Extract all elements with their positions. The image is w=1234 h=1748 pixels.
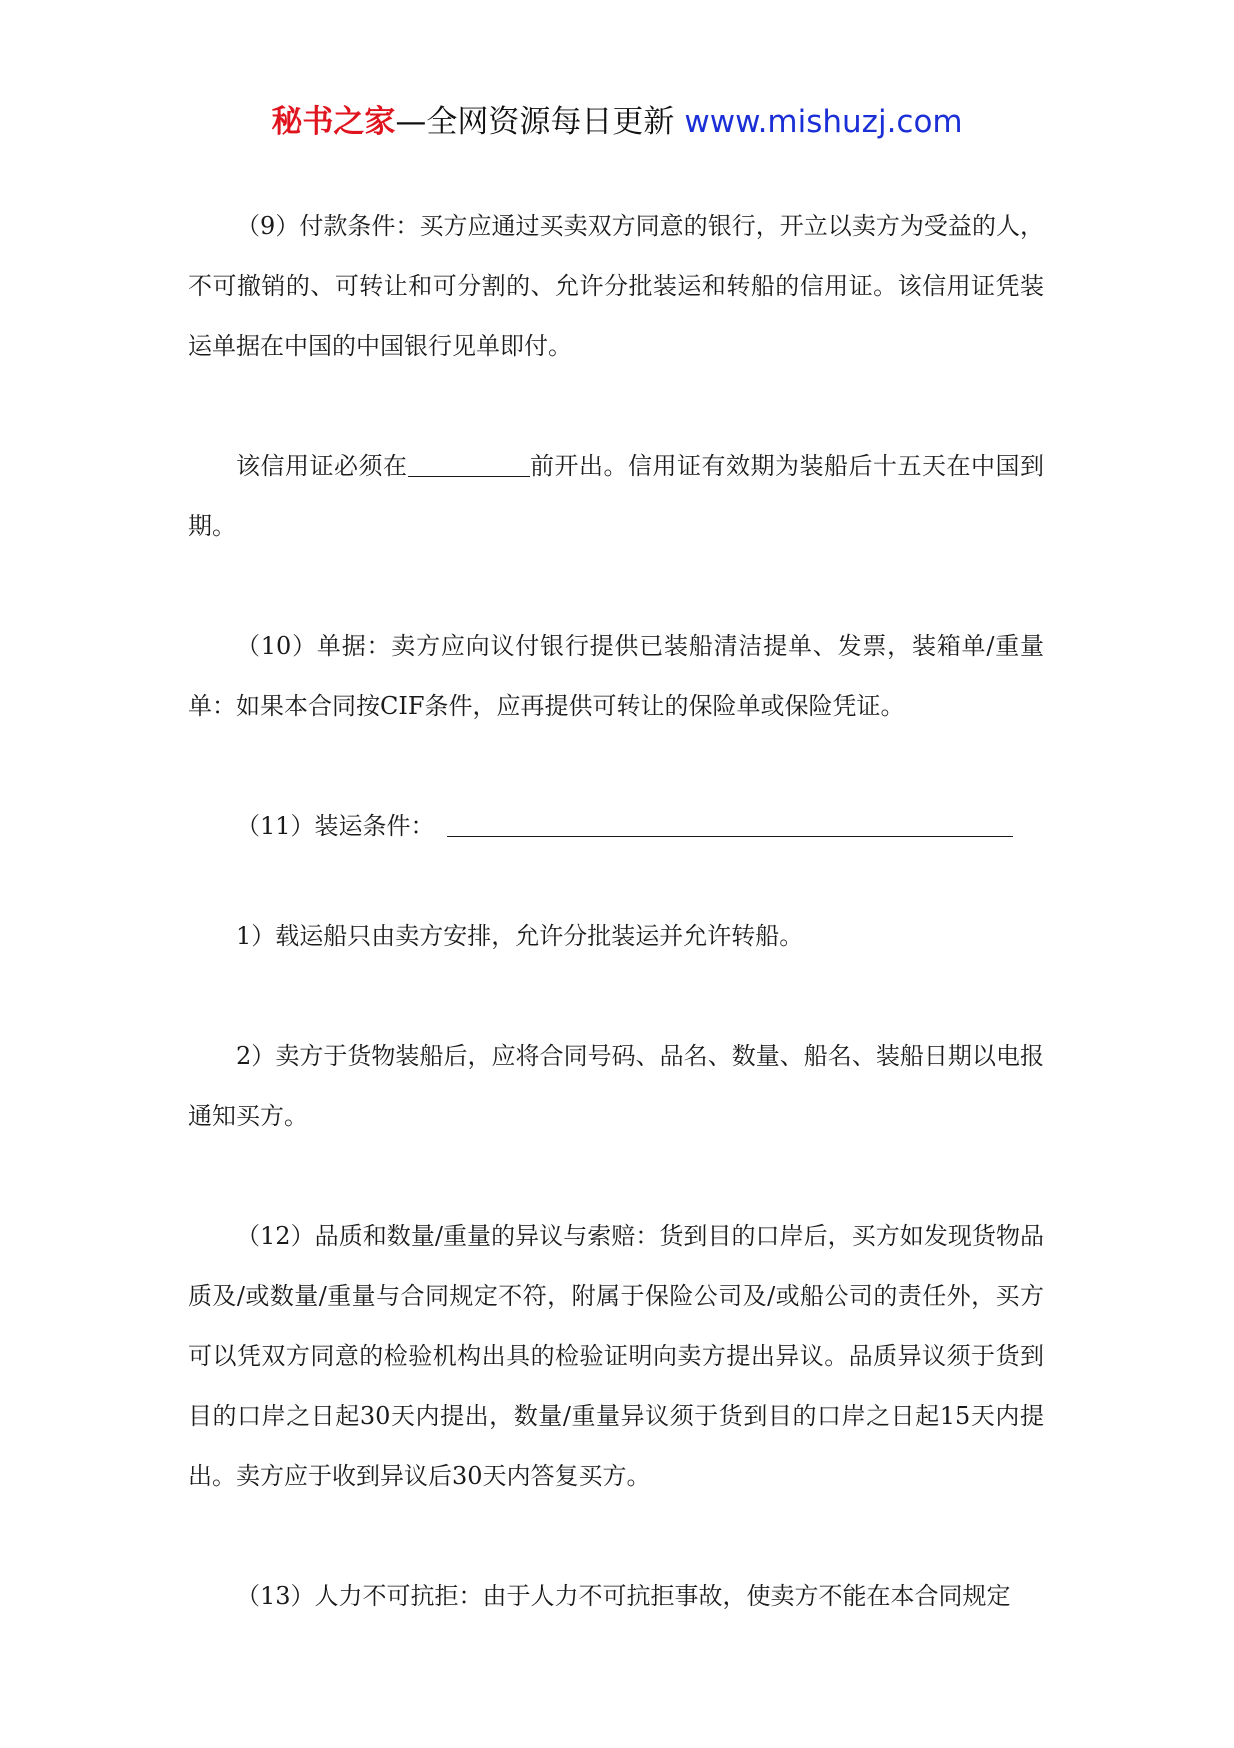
- lc-text-before: 该信用证必须在: [236, 452, 408, 480]
- clause-9-payment-terms: （9）付款条件：买方应通过买卖双方同意的银行，开立以卖方为受益的人，不可撤销的、可转让和可分割的、允许分批装运和转船的信用证。该信用证凭装运单据在中国的中国银行见单即付。: [188, 212, 1044, 360]
- site-url-link[interactable]: www.mishuzj.com: [684, 104, 963, 140]
- clause-11-label: （11）装运条件：: [236, 812, 435, 840]
- clause-11-shipment-terms: [188, 796, 1044, 856]
- lc-text-after: 前开出。信用证有效期为装船后十五天在中国到期。: [188, 452, 1044, 540]
- site-brand: 秘书之家: [271, 104, 396, 140]
- document-body: [188, 196, 1044, 1686]
- shipment-item-2: 2）卖方于货物装船后，应将合同号码、品名、数量、船名、装船日期以电报通知买方。: [188, 1042, 1044, 1130]
- page-header: [0, 100, 1234, 144]
- clause-10-documents: （10）单据：卖方应向议付银行提供已装船清洁提单、发票，装箱单/重量单：如果本合同按CIF条件，应再提供可转让的保险单或保险凭证。: [188, 632, 1044, 720]
- clause-13-force-majeure: （13）人力不可抗拒：由于人力不可抗拒事故，使卖方不能在本合同规定: [236, 1582, 1011, 1610]
- clause-12-claims: （12）品质和数量/重量的异议与索赔：货到目的口岸后，买方如发现货物品质及/或数量/重量与合同规定不符，附属于保险公司及/或船公司的责任外，买方可以凭双方同意的检验机构出具的检验证明向卖方提出异议。品质异议须于货到目的口岸之日起30天内提出，数量/重量异议须于货到目的口岸之日起15天内提出。卖方应于收到异议后30天内答复买方。: [188, 1222, 1044, 1490]
- date-blank-field[interactable]: [408, 452, 530, 477]
- shipment-terms-blank-field[interactable]: [447, 812, 1013, 837]
- site-slogan: —全网资源每日更新: [395, 104, 675, 140]
- shipment-item-1: 1）载运船只由卖方安排，允许分批装运并允许转船。: [236, 922, 804, 950]
- letter-of-credit-deadline: [188, 436, 1044, 556]
